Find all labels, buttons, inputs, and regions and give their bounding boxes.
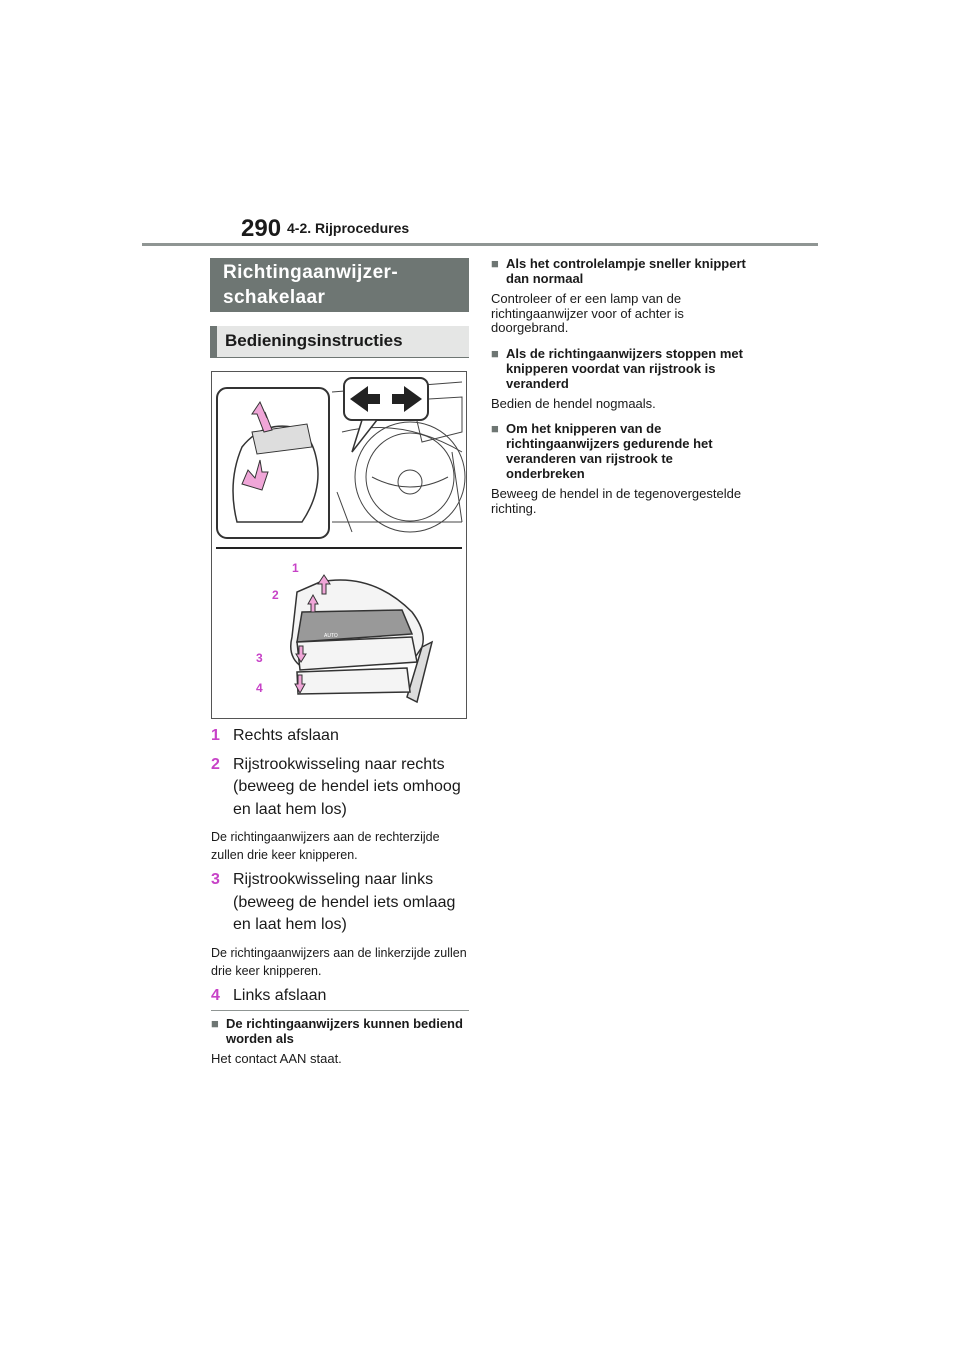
square-bullet-icon: ■ xyxy=(211,1016,219,1031)
note-heading xyxy=(491,256,753,286)
step-item xyxy=(211,985,471,1008)
step-note: De richtingaanwijzers aan de linkerzijde zullen drie keer knipperen. xyxy=(211,945,467,978)
figure-label-3: 3 xyxy=(256,651,263,665)
step-item xyxy=(211,869,471,937)
direction-callout xyxy=(344,378,428,452)
switch-auto-label: AUTO xyxy=(324,633,338,639)
subsection-title: Bedieningsinstructies xyxy=(210,326,469,357)
turn-signal-svg xyxy=(212,372,466,718)
hand-inset xyxy=(217,388,329,538)
step-item xyxy=(211,754,471,822)
note-block xyxy=(491,421,753,516)
step-text: Rijstrookwisseling naar links (beweeg de hendel iets omlaag en laat hem los) xyxy=(233,871,456,933)
square-bullet-icon: ■ xyxy=(491,256,499,271)
note-block xyxy=(491,256,753,336)
square-bullet-icon: ■ xyxy=(491,421,499,436)
step-number: 1 xyxy=(211,727,220,744)
note-heading xyxy=(491,421,753,481)
note-body: Controleer of er een lamp van de richtingaanwijzer voor of achter is doorgebrand. xyxy=(491,291,684,335)
figure-label-2: 2 xyxy=(272,588,279,602)
figure-label-4: 4 xyxy=(256,681,263,695)
section-reference: 4-2. Rijprocedures xyxy=(287,220,410,236)
note-block xyxy=(211,1016,469,1067)
step-text: Rechts afslaan xyxy=(233,727,339,744)
note-heading-text: Als het controlelampje sneller knippert dan normaal xyxy=(506,256,746,286)
section-title-text: Richtingaanwijzer-schakelaar xyxy=(223,262,399,308)
step-note: De richtingaanwijzers aan de rechterzijde zullen drie keer knipperen. xyxy=(211,830,440,862)
step-text: Links afslaan xyxy=(233,986,327,1004)
note-heading xyxy=(211,1016,469,1046)
page-number: 290 xyxy=(241,215,282,242)
step-number: 2 xyxy=(211,755,220,773)
note-heading-text: Als de richtingaanwijzers stoppen met knipperen voordat van rijstrook is veranderd xyxy=(506,345,743,391)
step-number: 4 xyxy=(211,986,220,1004)
note-body: Het contact AAN staat. xyxy=(211,1051,342,1066)
right-column xyxy=(491,256,753,526)
step-text: Rijstrookwisseling naar rechts (beweeg de hendel iets omhoog en laat hem los) xyxy=(233,755,461,818)
header-rule xyxy=(142,243,818,246)
notes-separator xyxy=(211,1010,469,1011)
step-number: 3 xyxy=(211,871,220,888)
step-item xyxy=(211,725,471,748)
step-list xyxy=(211,723,471,1007)
figure-label-1: 1 xyxy=(292,561,299,575)
note-body: Beweeg de hendel in de tegenovergestelde richting. xyxy=(491,486,742,516)
note-heading xyxy=(491,346,753,391)
turn-signal-illustration xyxy=(211,371,467,719)
note-body: Bedien de hendel nogmaals. xyxy=(491,395,656,411)
section-title xyxy=(210,258,469,312)
square-bullet-icon: ■ xyxy=(491,345,499,361)
note-block xyxy=(491,346,753,412)
note-heading-text: De richtingaanwijzers kunnen bediend worden als xyxy=(226,1016,463,1046)
note-heading-text: Om het knipperen van de richtingaanwijzers gedurende het veranderen van rijstrook te onderbreken xyxy=(506,421,713,481)
subsection-rule xyxy=(210,357,469,358)
